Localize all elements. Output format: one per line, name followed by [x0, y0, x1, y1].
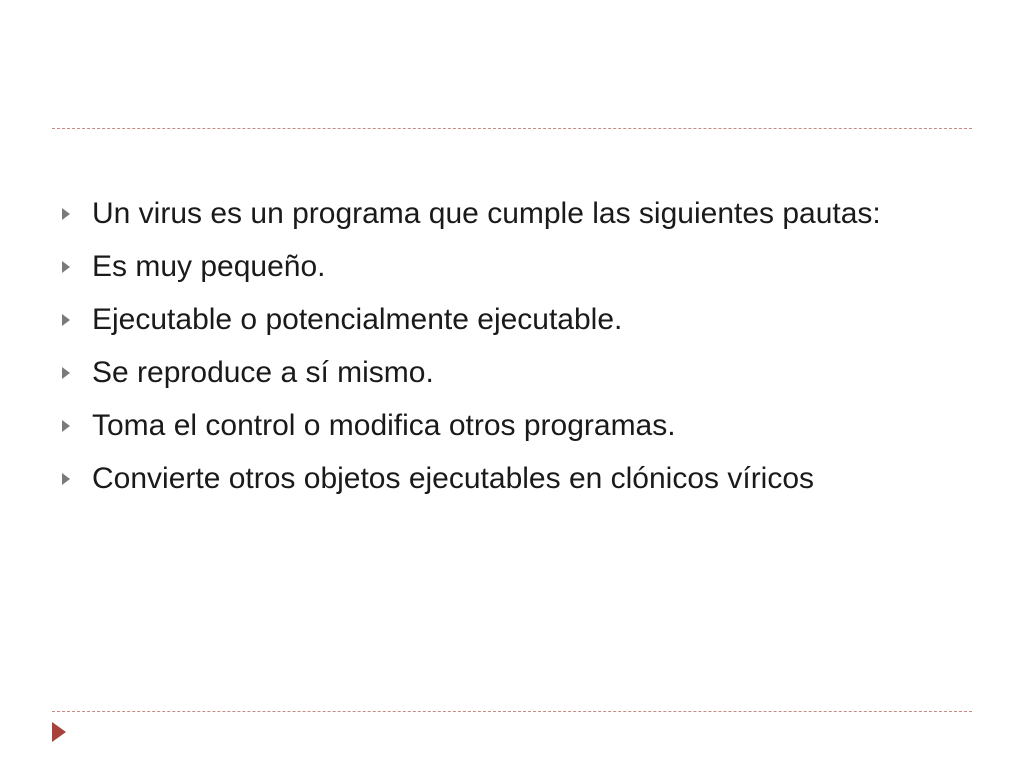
triangle-right-icon — [62, 208, 70, 220]
bottom-divider — [52, 711, 972, 712]
bullet-item — [62, 461, 962, 497]
footer-arrow-icon — [52, 722, 66, 742]
triangle-right-icon — [62, 420, 70, 432]
bullet-text: Toma el control o modifica otros programas. — [92, 409, 676, 442]
bullet-item — [62, 302, 962, 338]
triangle-right-icon — [62, 367, 70, 379]
bullet-text: Convierte otros objetos ejecutables en clónicos víricos — [92, 462, 815, 495]
top-divider — [52, 128, 972, 129]
bullet-item — [62, 249, 962, 285]
bullet-item — [62, 196, 962, 232]
triangle-right-icon — [62, 261, 70, 273]
bullet-text: Un virus es un programa que cumple las siguientes pautas: — [92, 197, 881, 230]
bullet-text: Ejecutable o potencialmente ejecutable. — [92, 303, 623, 336]
bullet-text: Se reproduce a sí mismo. — [92, 356, 434, 389]
bullet-item — [62, 355, 962, 391]
bullet-item — [62, 408, 962, 444]
bullet-text: Es muy pequeño. — [92, 250, 326, 283]
triangle-right-icon — [62, 473, 70, 485]
triangle-right-icon — [62, 314, 70, 326]
bullet-list — [62, 196, 962, 514]
